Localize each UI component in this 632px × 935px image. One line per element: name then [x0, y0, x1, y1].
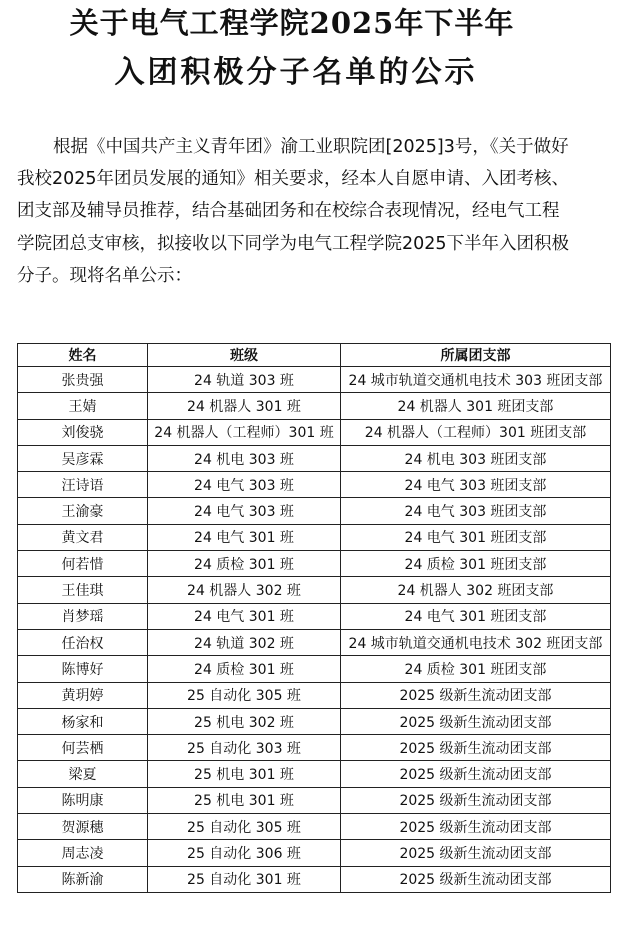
table-row — [18, 577, 611, 603]
cell-class: 24 轨道 303 班 — [148, 367, 341, 393]
cell-class: 25 自动化 306 班 — [148, 840, 341, 866]
cell-class: 24 电气 301 班 — [148, 603, 341, 629]
cell-branch: 24 机器人 302 班团支部 — [341, 577, 611, 603]
cell-class: 24 电气 301 班 — [148, 524, 341, 550]
cell-name: 王佳琪 — [18, 577, 148, 603]
cell-class: 24 机器人 302 班 — [148, 577, 341, 603]
table-row — [18, 866, 611, 892]
table-row — [18, 472, 611, 498]
paragraph-line: 团支部及辅导员推荐，结合基础团务和在校综合表现情况，经电气工程 — [17, 201, 560, 222]
cell-branch: 24 城市轨道交通机电技术 303 班团支部 — [341, 367, 611, 393]
cell-name: 何芸栖 — [18, 735, 148, 761]
cell-branch: 2025 级新生流动团支部 — [341, 735, 611, 761]
cell-branch: 24 电气 301 班团支部 — [341, 524, 611, 550]
cell-class: 24 机器人（工程师）301 班 — [148, 419, 341, 445]
announcement-paragraph — [17, 131, 587, 292]
paragraph-line: 分子。现将名单公示： — [17, 265, 192, 286]
cell-name: 黄玥婷 — [18, 682, 148, 708]
cell-name: 杨家和 — [18, 708, 148, 734]
cell-branch: 24 城市轨道交通机电技术 302 班团支部 — [341, 629, 611, 655]
cell-name: 张贵强 — [18, 367, 148, 393]
cell-name: 王婧 — [18, 393, 148, 419]
table-row — [18, 814, 611, 840]
document-title-line-2: 入团积极分子名单的公示 — [114, 55, 478, 90]
table-row — [18, 551, 611, 577]
cell-class: 25 自动化 303 班 — [148, 735, 341, 761]
cell-class: 24 轨道 302 班 — [148, 629, 341, 655]
cell-class: 24 电气 303 班 — [148, 498, 341, 524]
table-row — [18, 761, 611, 787]
table-row — [18, 419, 611, 445]
table-row — [18, 840, 611, 866]
cell-branch: 2025 级新生流动团支部 — [341, 840, 611, 866]
cell-class: 24 机电 303 班 — [148, 445, 341, 471]
activist-roster-table — [17, 343, 611, 893]
cell-class: 24 质检 301 班 — [148, 656, 341, 682]
cell-branch: 24 机器人（工程师）301 班团支部 — [341, 419, 611, 445]
cell-name: 黄文君 — [18, 524, 148, 550]
cell-branch: 2025 级新生流动团支部 — [341, 682, 611, 708]
cell-name: 梁夏 — [18, 761, 148, 787]
cell-class: 25 机电 301 班 — [148, 761, 341, 787]
header-class: 班级 — [148, 344, 341, 367]
cell-name: 陈明康 — [18, 787, 148, 813]
cell-class: 24 机器人 301 班 — [148, 393, 341, 419]
paragraph-line: 学院团总支审核，拟接收以下同学为电气工程学院2025下半年入团积极 — [17, 233, 570, 254]
cell-name: 陈博好 — [18, 656, 148, 682]
cell-branch: 24 机器人 301 班团支部 — [341, 393, 611, 419]
cell-branch: 2025 级新生流动团支部 — [341, 814, 611, 840]
table-row — [18, 787, 611, 813]
table-row — [18, 445, 611, 471]
cell-name: 肖梦瑶 — [18, 603, 148, 629]
table-row — [18, 524, 611, 550]
table-row — [18, 629, 611, 655]
table-header-row — [18, 344, 611, 367]
table-row — [18, 708, 611, 734]
table-row — [18, 682, 611, 708]
cell-name: 陈新渝 — [18, 866, 148, 892]
cell-branch: 24 质检 301 班团支部 — [341, 551, 611, 577]
header-branch: 所属团支部 — [341, 344, 611, 367]
cell-class: 25 机电 301 班 — [148, 787, 341, 813]
table-row — [18, 656, 611, 682]
cell-branch: 24 电气 303 班团支部 — [341, 472, 611, 498]
table-row — [18, 603, 611, 629]
cell-class: 25 自动化 305 班 — [148, 682, 341, 708]
header-name: 姓名 — [18, 344, 148, 367]
cell-class: 24 质检 301 班 — [148, 551, 341, 577]
cell-class: 25 自动化 305 班 — [148, 814, 341, 840]
paragraph-line: 我校2025年团员发展的通知》相关要求，经本人自愿申请、入团考核、 — [17, 169, 570, 190]
cell-name: 吴彦霖 — [18, 445, 148, 471]
cell-name: 刘俊骁 — [18, 419, 148, 445]
cell-name: 贺源穗 — [18, 814, 148, 840]
cell-branch: 24 质检 301 班团支部 — [341, 656, 611, 682]
table-row — [18, 393, 611, 419]
cell-branch: 2025 级新生流动团支部 — [341, 708, 611, 734]
cell-branch: 2025 级新生流动团支部 — [341, 866, 611, 892]
cell-class: 25 自动化 301 班 — [148, 866, 341, 892]
cell-branch: 2025 级新生流动团支部 — [341, 761, 611, 787]
table-row — [18, 735, 611, 761]
cell-branch: 24 电气 301 班团支部 — [341, 603, 611, 629]
cell-branch: 2025 级新生流动团支部 — [341, 787, 611, 813]
cell-name: 汪诗语 — [18, 472, 148, 498]
cell-class: 24 电气 303 班 — [148, 472, 341, 498]
cell-name: 何若惜 — [18, 551, 148, 577]
cell-class: 25 机电 302 班 — [148, 708, 341, 734]
table-row — [18, 367, 611, 393]
cell-branch: 24 机电 303 班团支部 — [341, 445, 611, 471]
cell-name: 任治权 — [18, 629, 148, 655]
cell-branch: 24 电气 303 班团支部 — [341, 498, 611, 524]
cell-name: 王渝豪 — [18, 498, 148, 524]
paragraph-line: 根据《中国共产主义青年团》渝工业职院团[2025]3号，《关于做好 — [53, 137, 569, 157]
cell-name: 周志凌 — [18, 840, 148, 866]
table-row — [18, 498, 611, 524]
document-title-line-1: 关于电气工程学院2025年下半年 — [69, 6, 515, 40]
